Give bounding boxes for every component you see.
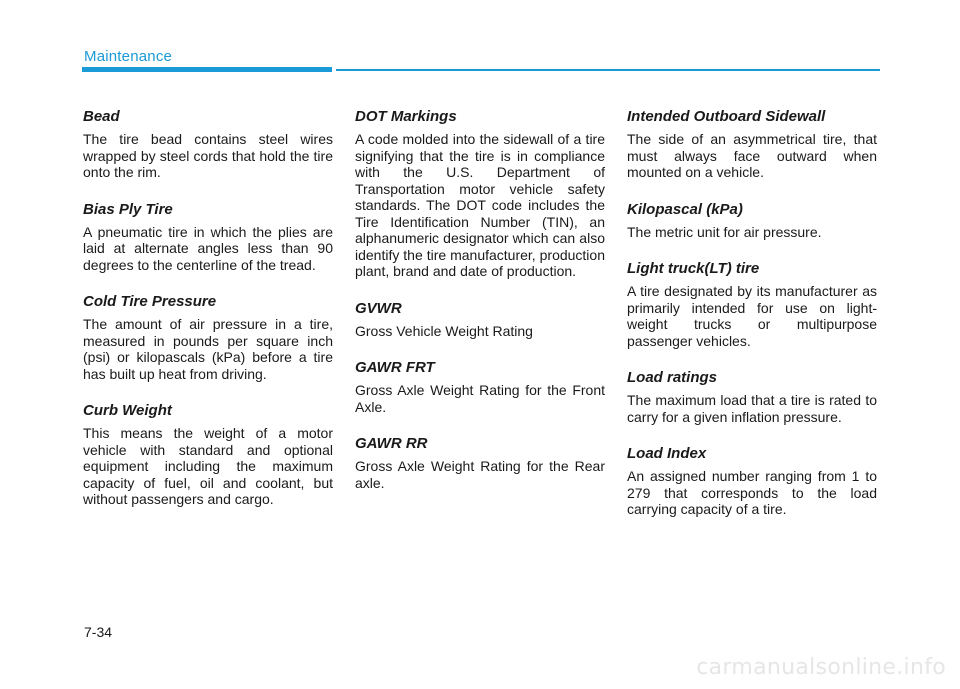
term-definition: A tire designated by its manufacturer as primarily intended for use on light-weight trucks or multipurpose passenger vehicles. [627,283,877,349]
section-title: Maintenance [84,48,173,65]
term-heading: GVWR [355,299,402,317]
term-definition: This means the weight of a motor vehicle with standard and optional equipment including the maximum capacity of fuel, oil and coolant, but without passengers and cargo. [83,425,333,507]
term-definition: An assigned number ranging from 1 to 279 that corresponds to the load carrying capacity of a tire. [627,468,877,517]
term-definition: The tire bead contains steel wires wrapped by steel cords that hold the tire onto the rim. [83,131,333,180]
page-number: 7-34 [84,624,113,640]
term-heading: Load ratings [627,369,718,386]
term-heading: DOT Markings [355,108,457,125]
column-1 [83,108,333,528]
header-rule-thick [82,67,332,72]
term-heading: Light truck(LT) tire [627,260,760,277]
term-definition: The maximum load that a tire is rated to carry for a given inflation pressure. [627,392,877,425]
term-definition: The amount of air pressure in a tire, measured in pounds per square inch (psi) or kilopascals (kPa) before a tire has built up heat from driving. [83,316,333,382]
header-rule-thin [336,69,880,71]
term-definition: Gross Vehicle Weight Rating [355,322,533,339]
term-heading: Bead [83,108,120,125]
term-definition: Gross Axle Weight Rating for the Rear axle. [355,458,605,491]
term-definition: A pneumatic tire in which the plies are laid at alternate angles less than 90 degrees to the centerline of the tread. [83,223,333,273]
term-heading: GAWR RR [355,435,428,452]
term-heading: Intended Outboard Sidewall [627,108,826,125]
term-heading: Load Index [627,445,707,462]
watermark: carmanualsonline.info [696,655,946,680]
term-definition: Gross Axle Weight Rating for the Front Axle. [355,382,605,415]
term-heading: Cold Tire Pressure [83,293,217,310]
term-definition: The side of an asymmetrical tire, that must always face outward when mounted on a vehicle. [627,131,877,180]
term-definition: The metric unit for air pressure. [627,223,822,240]
term-heading: Curb Weight [83,402,172,419]
term-heading: GAWR FRT [355,359,435,376]
column-2 [355,108,605,511]
term-heading: Kilopascal (kPa) [627,200,743,218]
term-definition: A code molded into the sidewall of a tire signifying that the tire is in compliance with the U.S. Department of Transportation motor vehicle safety standards. The DOT code includes the Tire Identification Number (TIN), an alphanumeric designator which can also identify the tire manufacturer, production plant, brand and date of production. [355,131,605,279]
column-3 [627,108,877,538]
term-heading: Bias Ply Tire [83,200,173,218]
